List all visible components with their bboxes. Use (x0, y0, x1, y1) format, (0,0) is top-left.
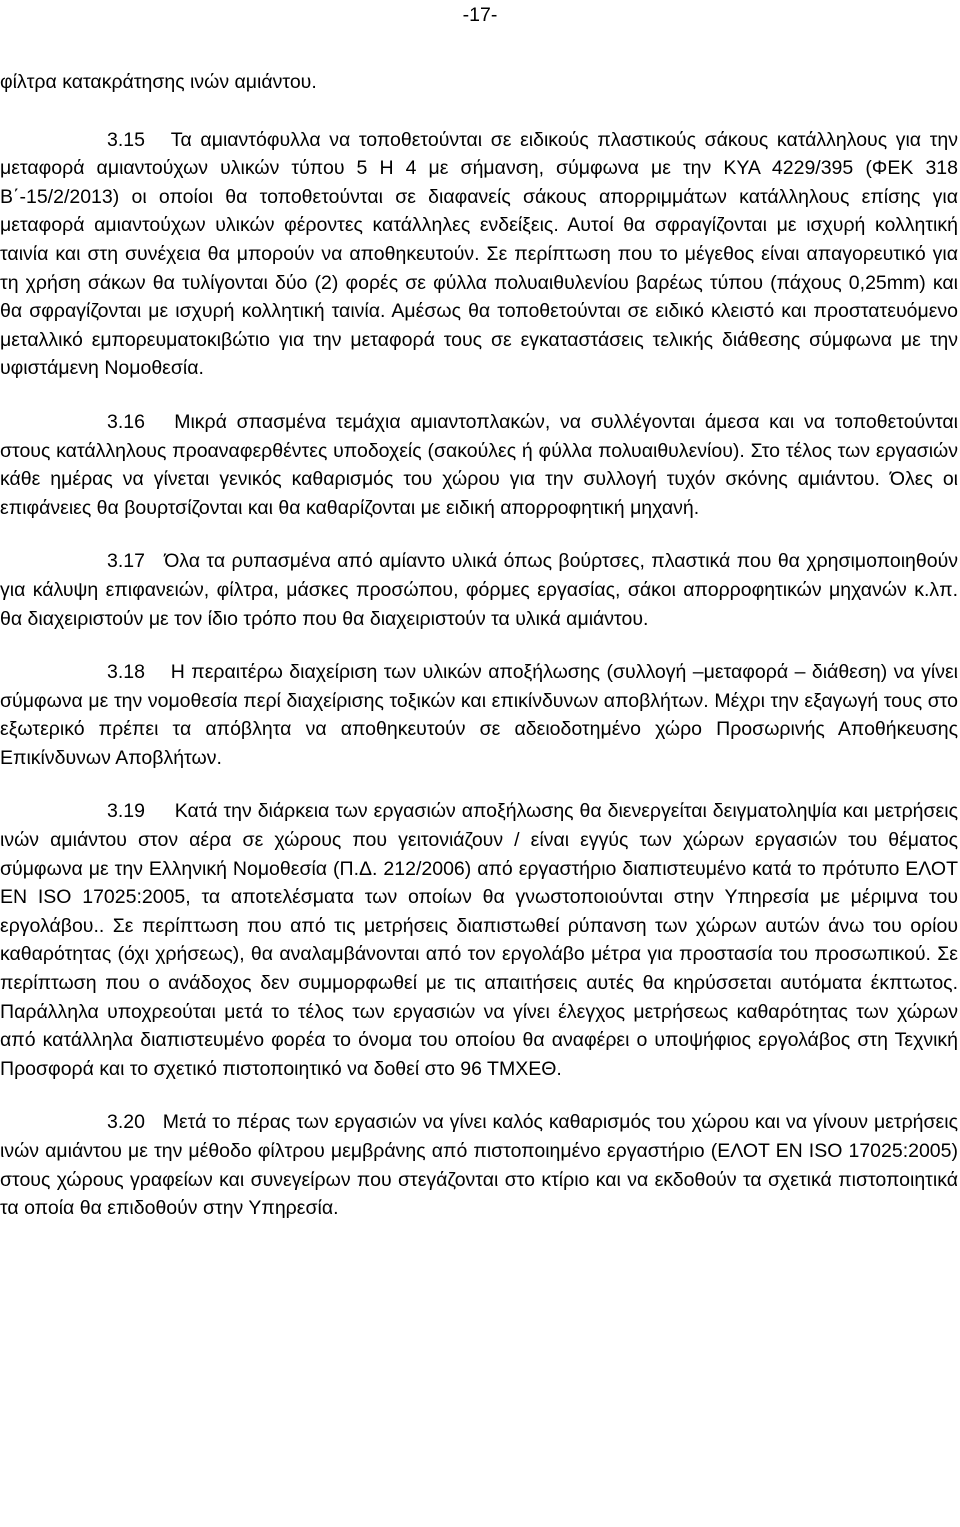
section-number: 3.16 (107, 410, 145, 433)
section-3-19 (0, 797, 958, 1083)
section-number: 3.17 (107, 550, 145, 573)
section-text: Τα αμιαντόφυλλα να τοποθετούνται σε ειδικούς πλαστικούς σάκους κατάλληλους για την μεταφορά αμιαντούχων υλικών τύπου 5 Η 4 με σήμανση, σύμφωνα με την ΚΥΑ 4229/395 (ΦΕΚ 318 Β΄-15/2/2013) οι οποίοι θα τοποθετούνται σε διαφανείς σάκους απορριμμάτων κατάλληλους επίσης για μεταφορά αμιαντούχων υλικών φέροντες κατάλληλες ενδείξεις. Αυτοί θα σφραγίζονται με ισχυρή κολλητική ταινία και στη συνέχεια θα μπορούν να αποθηκευτούν. Σε περίπτωση που το μέγεθος είναι απαγορευτικό για τη χρήση σάκων θα τυλίγονται δύο (2) φορές σε φύλλα πολυαιθυλενίου βαρέως τύπου (πάχους 0,25mm) και θα σφραγίζονται με ισχυρή κολλητική ταινία. Αμέσως θα τοποθετούνται σε ειδικό κλειστό και προστατευόμενο μεταλλικό εμπορευματοκιβώτιο για την μεταφορά τους σε εγκαταστάσεις τελικής διάθεσης σύμφωνα με την υφιστάμενη Νομοθεσία. (0, 128, 958, 380)
section-number: 3.19 (107, 800, 145, 823)
section-number: 3.15 (107, 128, 145, 151)
section-text: Όλα τα ρυπασμένα από αμίαντο υλικά όπως βούρτσες, πλαστικά που θα χρησιμοποιηθούν για κάλυψη επιφανειών, φίλτρα, μάσκες προσώπου, φόρμες εργασίας, σάκοι απορροφητικών μηχανών κ.λπ. θα διαχειριστούν με τον ίδιο τρόπο που θα διαχειριστούν τα υλικά αμιάντου. (0, 550, 958, 630)
page-number: -17- (462, 4, 498, 26)
document-body (0, 68, 958, 1223)
section-3-16 (0, 408, 958, 522)
section-text: Μικρά σπασμένα τεμάχια αμιαντοπλακών, να συλλέγονται άμεσα και να τοποθετούνται στους κατάλληλους προαναφερθέντες υποδοχείς (σακούλες ή φύλλα πολυαιθυλενίου). Στο τέλος των εργασιών κάθε ημέρας να γίνεται γενικός καθαρισμός του χώρου για την συλλογή τυχόν σκόνης αμιάντου. Όλες οι επιφάνειες θα βουρτσίζονται και θα καθαρίζονται με ειδική απορροφητική μηχανή. (0, 410, 958, 519)
section-number: 3.18 (107, 661, 145, 684)
section-3-17 (0, 547, 958, 633)
section-text: Κατά την διάρκεια των εργασιών αποξήλωσης θα διενεργείται δειγματοληψία και μετρήσεις ινών αμιάντου στον αέρα σε χώρους που γειτονιάζουν / είναι εγγύς των χώρων εργασιών του θέματος σύμφωνα με την Ελληνική Νομοθεσία (Π.Δ. 212/2006) από εργαστήριο διαπιστευμένο κατά το πρότυπο ΕΛΟΤ ΕΝ ISO 17025:2005, τα αποτελέσματα των οποίων θα γνωστοποιούνται στην Υπηρεσία με μέριμνα του εργολάβου.. Σε περίπτωση που από τις μετρήσεις διαπιστωθεί ρύπανση των χώρων αυτών άνω του ορίου καθαρότητας (όχι χρήσεως), θα αναλαμβάνονται από τον εργολάβο μέτρα για προστασία του προσωπικού. Σε περίπτωση που ο ανάδοχος δεν συμμορφωθεί με τις απαιτήσεις αυτές θα κηρύσσεται αυτόματα έκπτωτος. Παράλληλα υποχρεούται μετά το τέλος των εργασιών να γίνει έλεγχος μετρήσεως καθαρότητας των χώρων από κατάλληλα διαπιστευμένο φορέα το όνομα του οποίου θα αναφέρει ο υποψήφιος εργολάβος στη Τεχνική Προσφορά και το σχετικό πιστοποιητικό να δοθεί στο 96 ΤΜΧΕΘ. (0, 800, 958, 1080)
section-3-15 (0, 126, 958, 383)
section-3-20 (0, 1108, 958, 1222)
continuation-text: φίλτρα κατακράτησης ινών αμιάντου. (0, 71, 317, 93)
section-text: Η περαιτέρω διαχείριση των υλικών αποξήλωσης (συλλογή –μεταφορά – διάθεση) να γίνει σύμφωνα με την νομοθεσία περί διαχείρισης τοξικών και επικίνδυνων αποβλήτων. Μέχρι την εξαγωγή τους στο εξωτερικό πρέπει τα απόβλητα να αποθηκευτούν σε αδειοδοτημένο χώρο Προσωρινής Αποθήκευσης Επικίνδυνων Αποβλήτων. (0, 661, 959, 769)
section-3-18 (0, 658, 958, 772)
section-text: Μετά το πέρας των εργασιών να γίνει καλός καθαρισμός του χώρου και να γίνουν μετρήσεις ινών αμιάντου με την μέθοδο φίλτρου μεμβράνης από πιστοποιημένο εργαστήριο (ΕΛΟΤ ΕΝ ISO 17025:2005) στους χώρους γραφείων και συνεγείρων που στεγάζονται στο κτίριο και να εκδοθούν τα σχετικά πιστοποιητικά τα οποία θα επιδοθούν στην Υπηρεσία. (0, 1111, 958, 1220)
section-number: 3.20 (107, 1111, 145, 1134)
